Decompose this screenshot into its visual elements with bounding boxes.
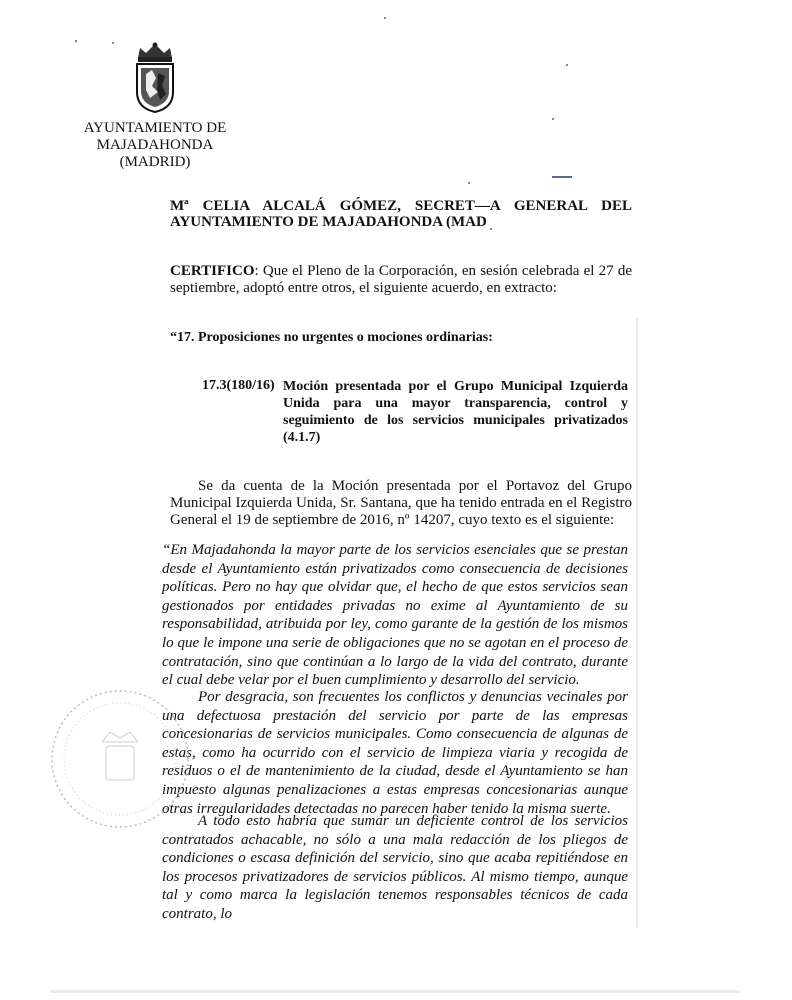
quote-paragraph-1: “En Majadahonda la mayor parte de los servicios esenciales que se prestan desde el Ayuntamiento están privatizados como consecuencia de decisiones políticas. Pero no hay que olvidar que, el hecho de que estos servicios sean gestionados por entidades privadas no exime al Ayuntamiento de su responsabilidad, atribuida por ley, como garante de la gestión de los mismos lo que le impone una serie de obligaciones que no se agotan en el proceso de contratación, sino que continúan a lo largo de la vida del contrato, durante el cual debe velar por el buen cumplimiento y desarrollo del servicio. (162, 542, 628, 689)
scan-speck (566, 64, 568, 66)
scan-speck (384, 17, 386, 19)
municipality-line-1: AYUNTAMIENTO DE (83, 120, 227, 136)
certifico-text: : Que el Pleno de la Corporación, en sesión celebrada el 27 de septiembre, adoptó entre otros, el siguiente acuerdo, en extracto: (170, 263, 632, 296)
scan-edge-line (636, 318, 638, 928)
certifico-paragraph (170, 263, 632, 297)
quote-paragraph-3: A todo esto habría que sumar un deficiente control de los servicios contratados achacable, no sólo a una mala redacción de los pliegos de condiciones o escasa definición del servicio, sino que acaba repitiéndose en los procesos privatizadores de servicios públicos. Al mismo tiempo, aunque tal y como marca la legislación tenemos responsables técnicos de cada contrato, lo (162, 813, 628, 922)
document-heading (170, 198, 632, 230)
heading-line-1: Mª CELIA ALCALÁ GÓMEZ, SECRET—A GENERAL DEL (170, 198, 632, 214)
scan-speck (75, 40, 77, 42)
scan-bottom-line (50, 990, 740, 993)
scan-speck (490, 228, 492, 230)
intro-paragraph: Se da cuenta de la Moción presentada por el Portavoz del Grupo Municipal Izquierda Unida, Sr. Santana, que ha tenido entrada en el Registro General el 19 de septiembre de 2016, nº 14207, cuyo texto es el siguiente: (170, 478, 632, 528)
heading-line-2: AYUNTAMIENTO DE MAJADAHONDA (MAD (170, 214, 487, 230)
motion-number: 17.3(180/16) (202, 378, 275, 393)
scan-speck (112, 42, 114, 44)
quote-paragraph-2: Por desgracia, son frecuentes los conflictos y denuncias vecinales por una defectuosa prestación del servicio por parte de las empresas concesionarias de servicios municipales. Como consecuencia de algunas de estas, como ha ocurrido con el servicio de limpieza viaria y recogida de residuos o el de mantenimiento de la ciudad, desde el Ayuntamiento se han impuesto algunas penalizaciones a estas empresas concesionarias aunque otras irregularidades detectadas no parecen haber tenido la misma suerte. (162, 689, 628, 817)
certifico-label: CERTIFICO (170, 263, 255, 279)
scan-dash (552, 176, 572, 178)
coat-of-arms-icon (132, 40, 178, 114)
scan-speck (552, 118, 554, 120)
motion-title: Moción presentada por el Grupo Municipal Izquierda Unida para una mayor transparencia, control y seguimiento de los servicios municipales privatizados (4.1.7) (283, 379, 628, 445)
municipality-line-2: MAJADAHONDA (96, 137, 214, 153)
municipality-name (60, 120, 250, 171)
municipality-line-3: (MADRID) (119, 154, 191, 170)
scan-speck (468, 182, 470, 184)
section-title: “17. Proposiciones no urgentes o mociones ordinarias: (170, 330, 493, 345)
seal-stamp-icon (40, 684, 200, 834)
